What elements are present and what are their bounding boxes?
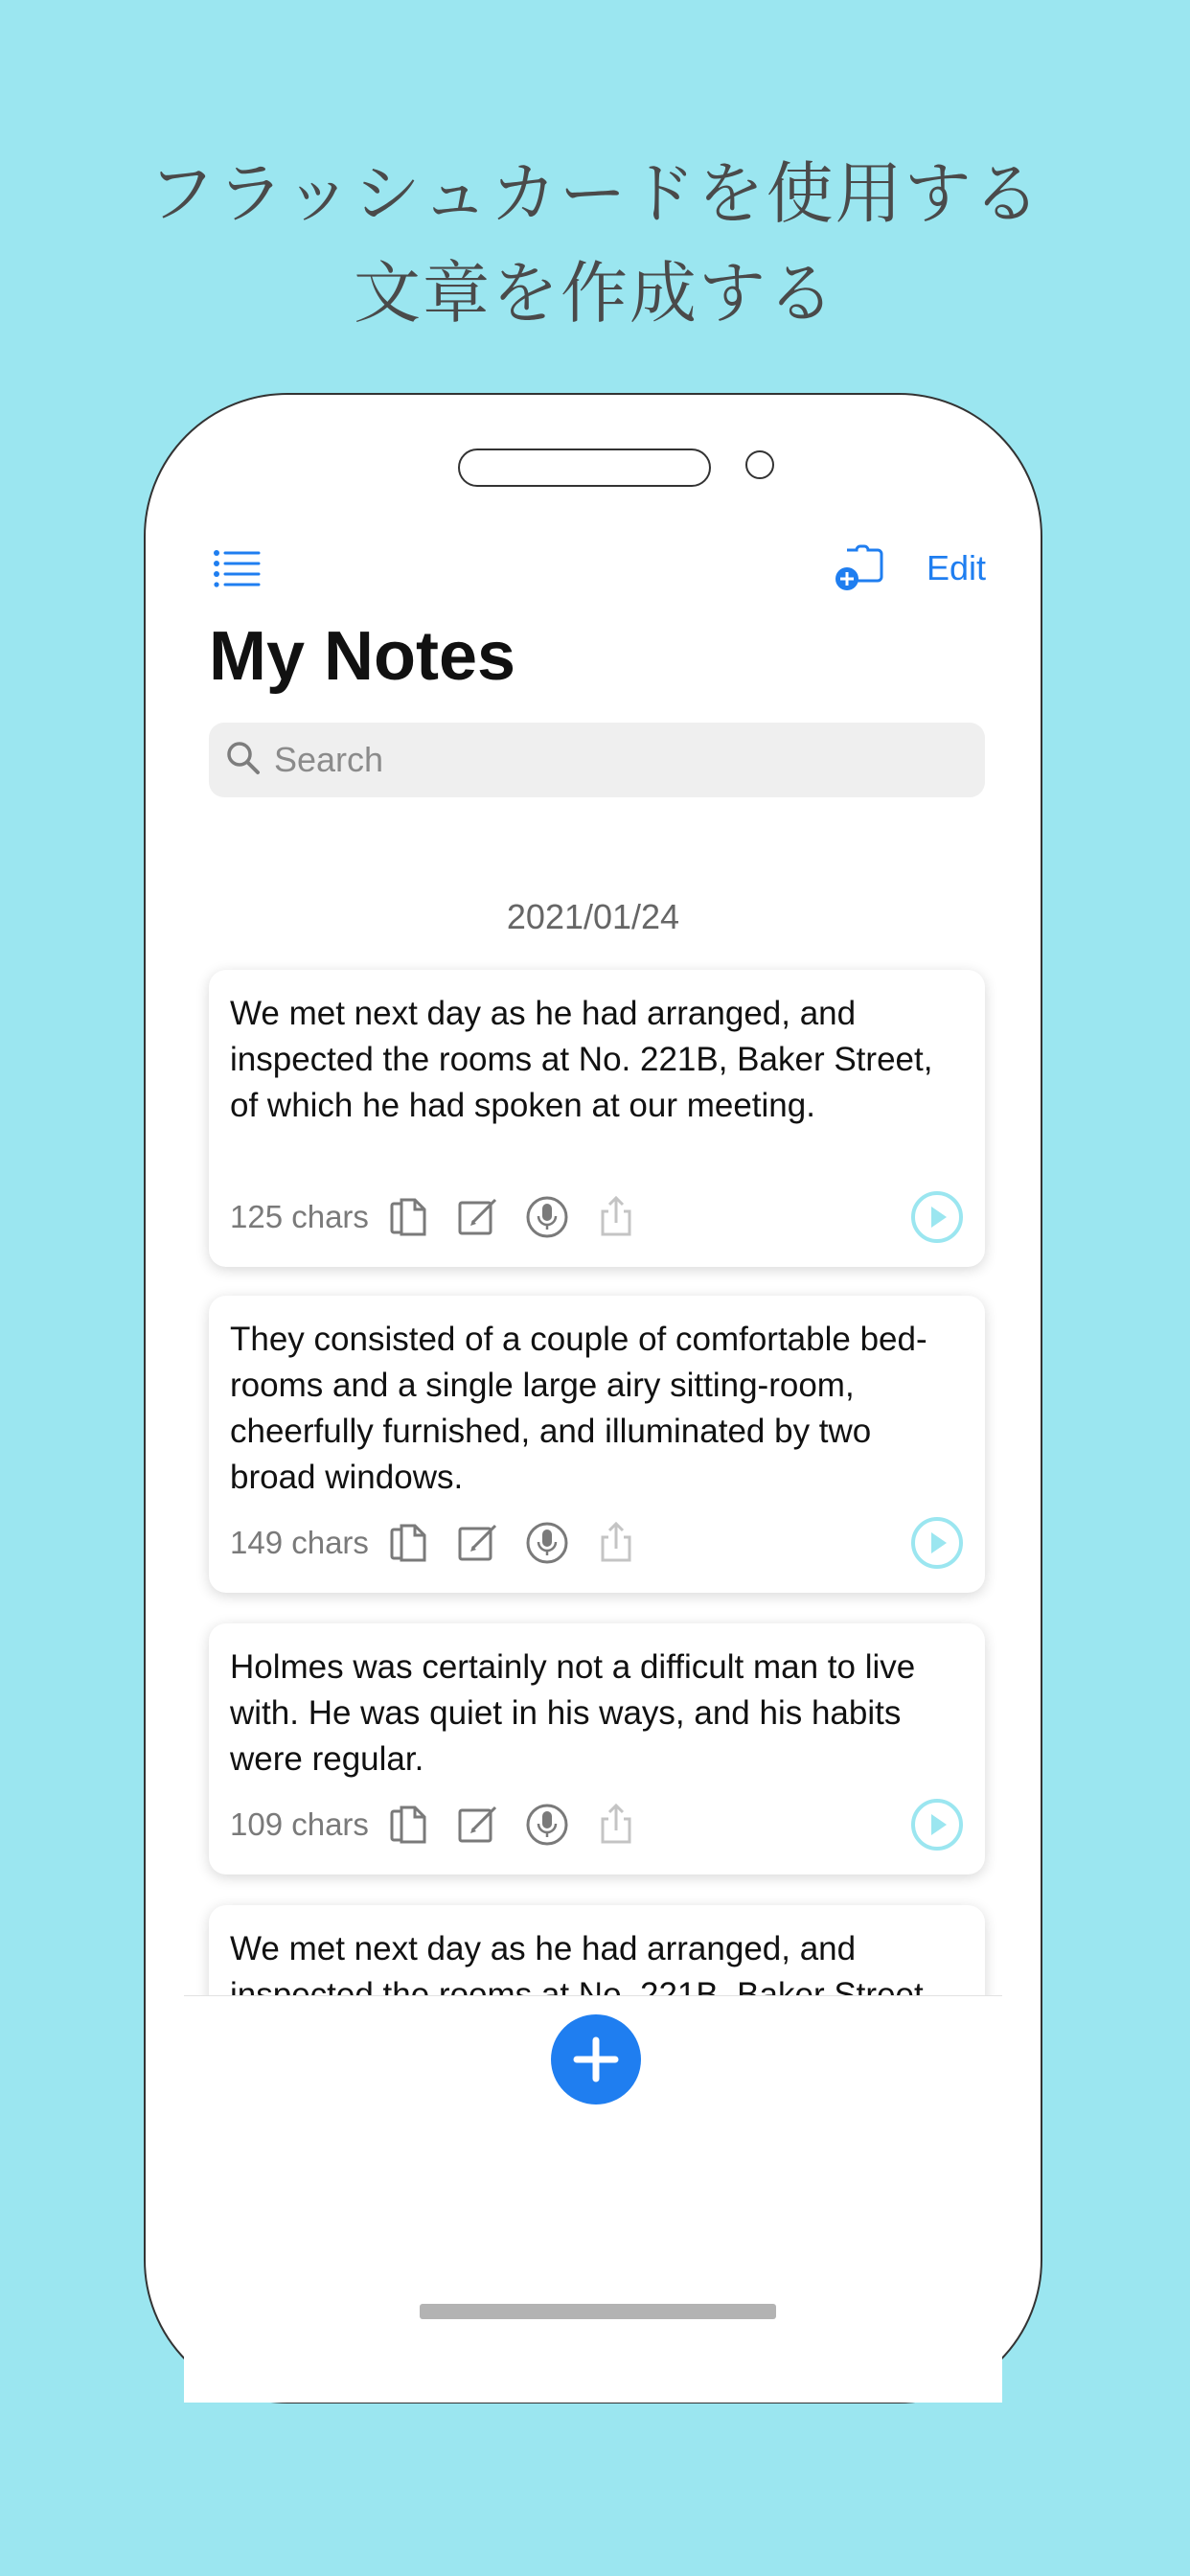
copy-icon[interactable]: [386, 1802, 432, 1848]
mic-icon[interactable]: [524, 1520, 570, 1566]
edit-icon[interactable]: [455, 1194, 501, 1240]
section-date: 2021/01/24: [506, 897, 680, 936]
edit-icon[interactable]: [455, 1802, 501, 1848]
share-icon[interactable]: [593, 1520, 639, 1566]
note-text: They consisted of a couple of comfortable bed-rooms and a single large airy sitting-room, cheerfully furnished, and illuminated by two broad windows.: [230, 1321, 927, 1496]
home-indicator[interactable]: [420, 2304, 776, 2319]
edit-button[interactable]: Edit: [927, 548, 987, 587]
note-card[interactable]: [209, 1623, 985, 1874]
note-footer: [230, 1188, 964, 1246]
share-icon[interactable]: [593, 1194, 639, 1240]
note-text: We met next day as he had arranged, and inspected the rooms at No. 221B, Baker Street, of which he had spoken at our meeting.: [230, 995, 933, 1124]
play-icon[interactable]: [910, 1516, 964, 1570]
char-count: 125 chars: [230, 1199, 369, 1234]
page-title: My Notes: [209, 618, 516, 695]
note-text: Holmes was certainly not a difficult man to live with. He was quiet in his ways, and his habits were regular.: [230, 1648, 916, 1778]
char-count: 109 chars: [230, 1806, 369, 1842]
note-card[interactable]: [209, 970, 985, 1267]
mic-icon[interactable]: [524, 1802, 570, 1848]
copy-icon[interactable]: [386, 1520, 432, 1566]
add-note-button[interactable]: [551, 2014, 641, 2104]
headline-line-2: 文章を作成する: [354, 254, 836, 333]
notes-list[interactable]: [146, 395, 1041, 1995]
promo-headline: [0, 144, 1190, 343]
play-icon[interactable]: [910, 1798, 964, 1852]
note-footer: [230, 1514, 964, 1572]
mic-icon[interactable]: [524, 1194, 570, 1240]
phone-frame: [144, 393, 1042, 2404]
copy-icon[interactable]: [386, 1194, 432, 1240]
plus-icon: [551, 2014, 641, 2104]
play-icon[interactable]: [910, 1190, 964, 1244]
share-icon[interactable]: [593, 1802, 639, 1848]
note-text: We met next day as he had arranged, and: [230, 1930, 857, 1967]
note-card[interactable]: [209, 1296, 985, 1593]
app-screen: [146, 395, 1041, 2402]
note-footer: [230, 1796, 964, 1853]
edit-icon[interactable]: [455, 1520, 501, 1566]
headline-line-1: フラッシュカードを使用する: [148, 154, 1042, 233]
char-count: 149 chars: [230, 1525, 369, 1560]
